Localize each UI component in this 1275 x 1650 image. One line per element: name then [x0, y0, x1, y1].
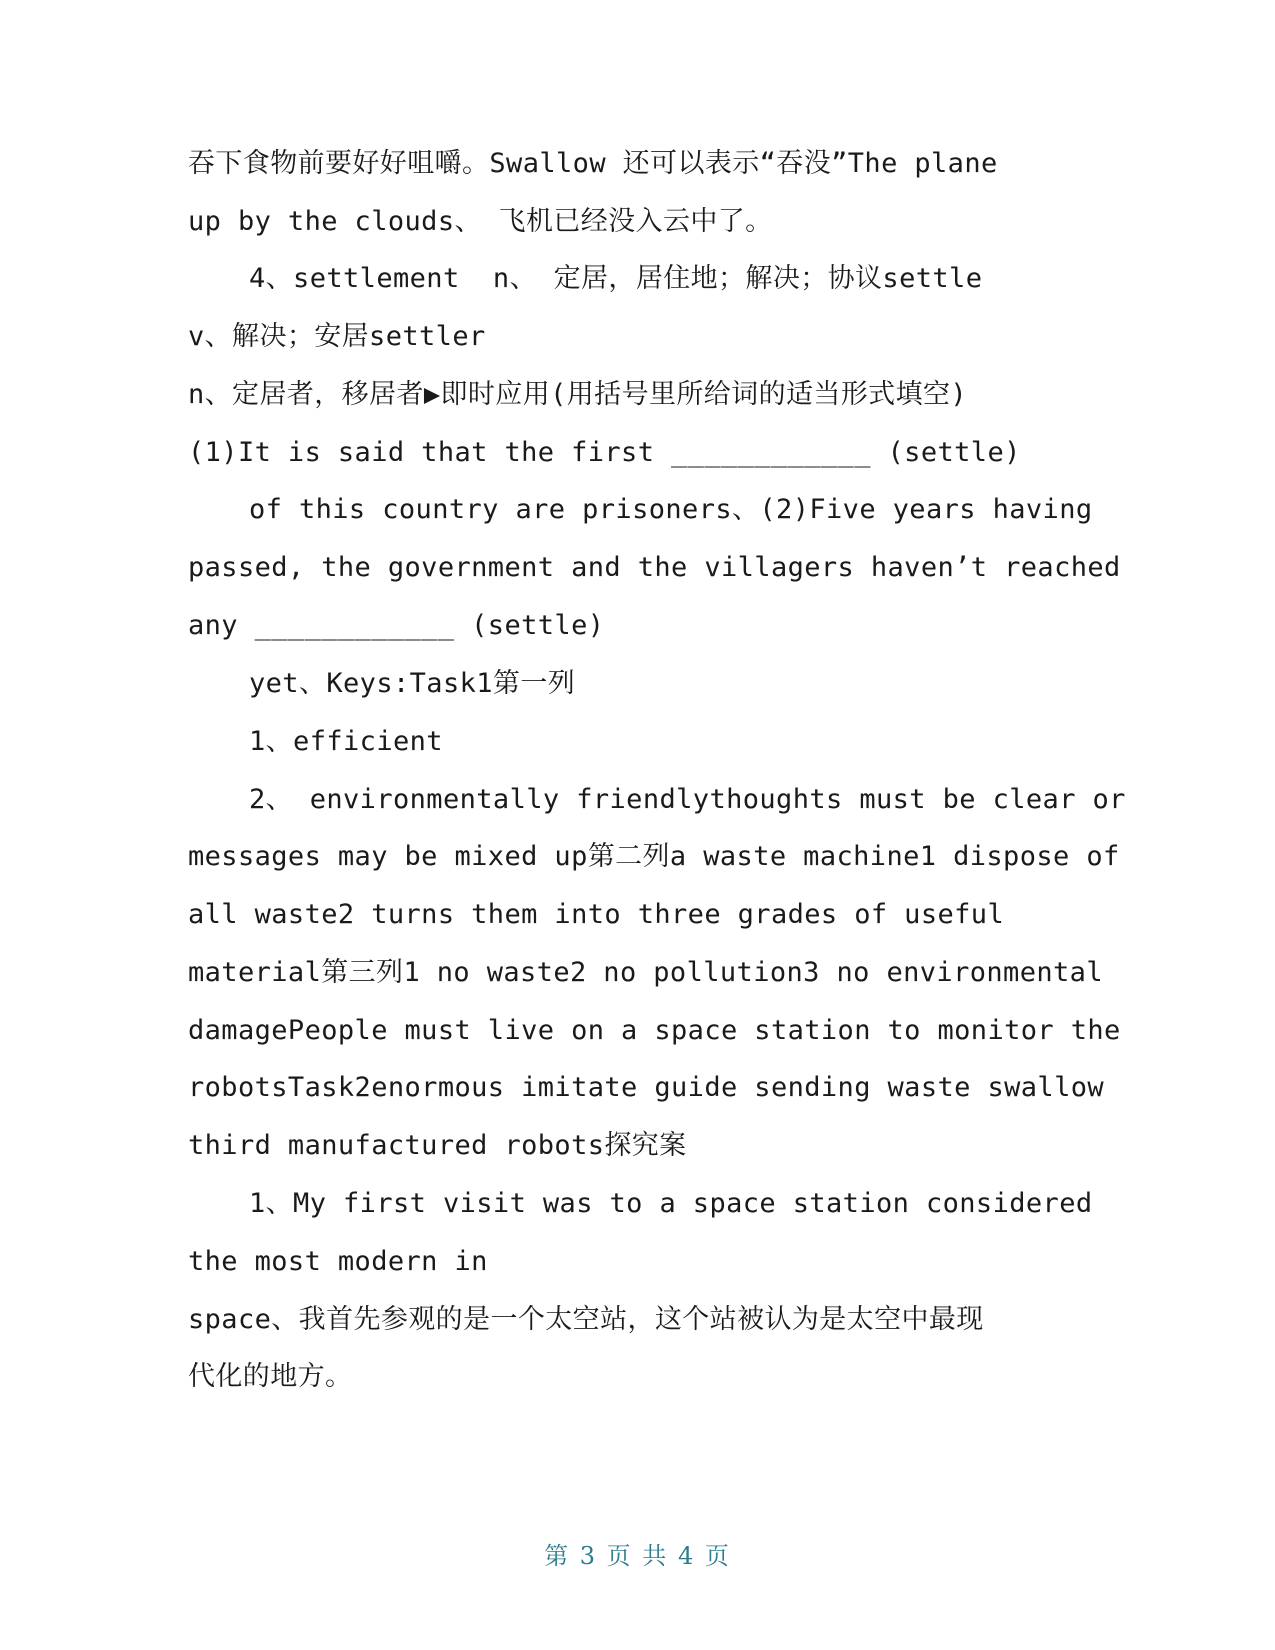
text-line: 代化的地方。: [188, 1361, 353, 1392]
text-line: up by the clouds、 飞机已经没入云中了。: [188, 206, 773, 237]
text-line: robotsTask2enormous imitate guide sending waste swallow: [188, 1072, 1105, 1103]
text-line: 吞下食物前要好好咀嚼。Swallow 还可以表示“吞没”The plane: [188, 148, 998, 179]
text-line: (1)It is said that the first ____________ (settle): [188, 437, 1021, 468]
text-line: of this country are prisoners、(2)Five years having: [249, 494, 1093, 525]
text-line: v、解决；安居settler: [188, 321, 486, 352]
text-line: the most modern in: [188, 1246, 488, 1277]
text-line: damagePeople must live on a space station to monitor the: [188, 1015, 1121, 1046]
text-line: messages may be mixed up第二列a waste machine1 dispose of: [188, 841, 1120, 872]
page-number-footer: 第 3 页 共 4 页: [544, 1542, 731, 1570]
text-line: all waste2 turns them into three grades of useful: [188, 899, 1005, 930]
text-line: 1、efficient: [249, 726, 443, 757]
text-line: 2、 environmentally friendlythoughts must be clear or: [249, 784, 1126, 815]
text-line: space、我首先参观的是一个太空站，这个站被认为是太空中最现: [188, 1304, 984, 1335]
text-line: material第三列1 no waste2 no pollution3 no environmental: [188, 957, 1103, 988]
text-line: passed, the government and the villagers haven’t reached: [188, 552, 1121, 583]
text-line: 4、settlement n、 定居，居住地；解决；协议settle: [249, 263, 983, 294]
text-line: third manufactured robots探究案: [188, 1130, 687, 1161]
text-line: 1、My first visit was to a space station considered: [249, 1188, 1093, 1219]
text-line: yet、Keys:Task1第一列: [249, 668, 576, 699]
text-line: n、定居者，移居者▶即时应用(用括号里所给词的适当形式填空): [188, 379, 968, 410]
text-line: any ____________ (settle): [188, 610, 605, 641]
